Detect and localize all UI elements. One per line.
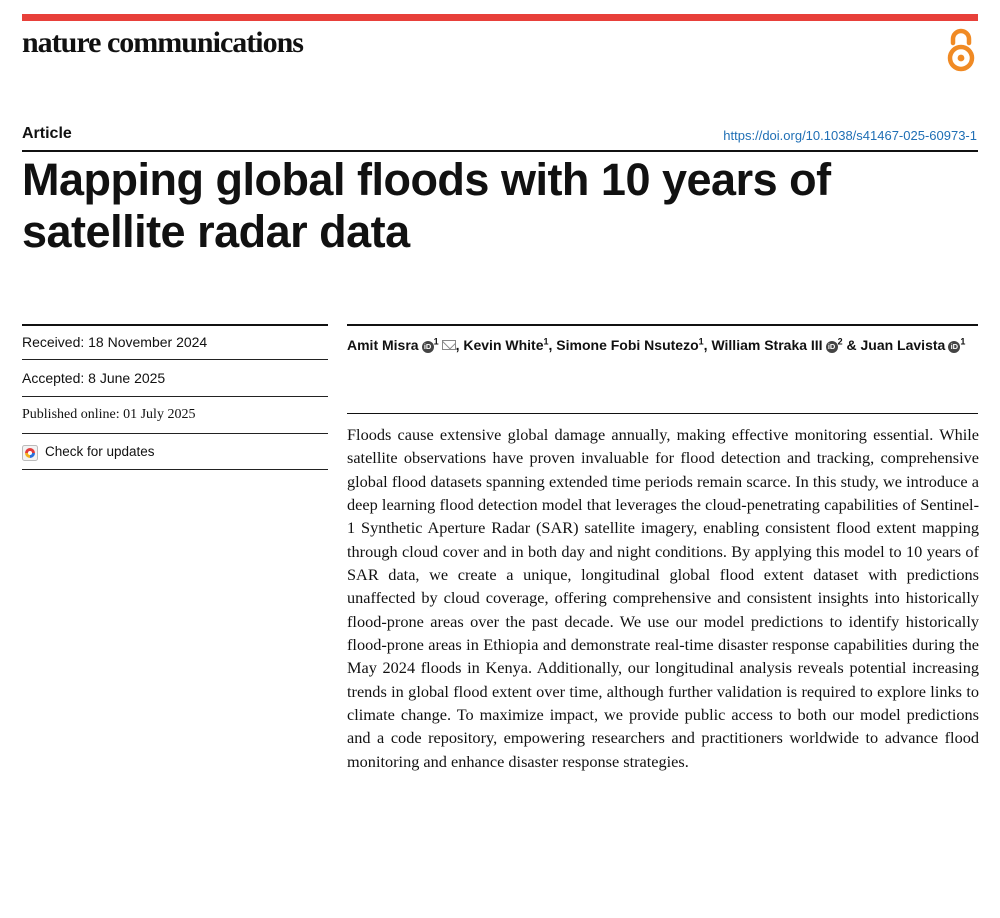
meta-divider-top (22, 324, 328, 326)
authors-divider-top (347, 324, 978, 326)
check-for-updates-icon (22, 445, 38, 461)
article-type-label: Article (22, 125, 72, 142)
journal-name[interactable]: nature communications (22, 26, 303, 59)
email-icon[interactable] (442, 340, 456, 350)
published-date: Published online: 01 July 2025 (22, 407, 196, 422)
author-name[interactable]: Amit Misra (347, 337, 419, 353)
abstract-text: Floods cause extensive global damage annually, making effective monitoring essential. While satellite observations have proven invaluable for flood detection and tracking, comprehensive global flood datasets spanning extended time periods remain scarce. In this study, we introduce a deep learning flood detection model that leverages the cloud-penetrating capabilities of Sentinel-1 Synthetic Aperture Radar (SAR) satellite imagery, enabling consistent flood extent mapping through cloud cover and in both day and night conditions. By applying this model to 10 years of SAR data, we create a unique, longitudinal global flood extent dataset with predictions unaffected by cloud coverage, offering comprehensive and consistent insights into historically flood-prone areas over the past decade. We use our model predictions to identify historically flood-prone areas in Ethiopia and demonstrate real-time disaster response capabilities during the May 2024 floods in Kenya. Additionally, our longitudinal analysis reveals potential increasing trends in global flood extent over time, although further validation is required to explore links to climate change. To maximize impact, we provide public access to both our model predictions and a code repository, empowering researchers and practitioners worldwide to advance flood monitoring and enhance disaster response strategies. (347, 425, 979, 771)
meta-divider (22, 469, 328, 470)
title-divider (22, 150, 978, 152)
journal-accent-bar (22, 14, 978, 21)
meta-divider (22, 396, 328, 397)
abstract-divider (347, 413, 978, 414)
author-name[interactable]: William Straka III (711, 337, 823, 353)
author-list: Amit Misra $iD^1$ , Kevin White$^1$, Simone Fobi Nsutezo$^1$, William Straka III $iD^2$ & Juan Lavista $iD^1$ (347, 336, 966, 353)
meta-divider (22, 433, 328, 434)
affiliation-marker: 2 (837, 336, 843, 347)
article-title: Mapping global floods with 10 years of satellite radar data (22, 154, 831, 257)
orcid-icon[interactable]: iD (826, 341, 838, 353)
affiliation-marker: 1 (960, 336, 966, 347)
orcid-icon[interactable]: iD (422, 341, 434, 353)
open-access-icon (944, 26, 978, 74)
author-name[interactable]: Kevin White (463, 337, 544, 353)
author-name[interactable]: Juan Lavista (860, 337, 946, 353)
doi-link[interactable]: https://doi.org/10.1038/s41467-025-60973-1 (723, 128, 977, 143)
meta-divider (22, 359, 328, 360)
author-name[interactable]: Simone Fobi Nsutezo (556, 337, 699, 353)
affiliation-marker: 1 (698, 336, 704, 347)
affiliation-marker: 1 (543, 336, 549, 347)
check-for-updates-link[interactable]: Check for updates (45, 444, 155, 459)
accepted-date: Accepted: 8 June 2025 (22, 370, 166, 386)
received-date: Received: 18 November 2024 (22, 334, 208, 350)
orcid-icon[interactable]: iD (948, 341, 960, 353)
affiliation-marker: 1 (433, 336, 439, 347)
